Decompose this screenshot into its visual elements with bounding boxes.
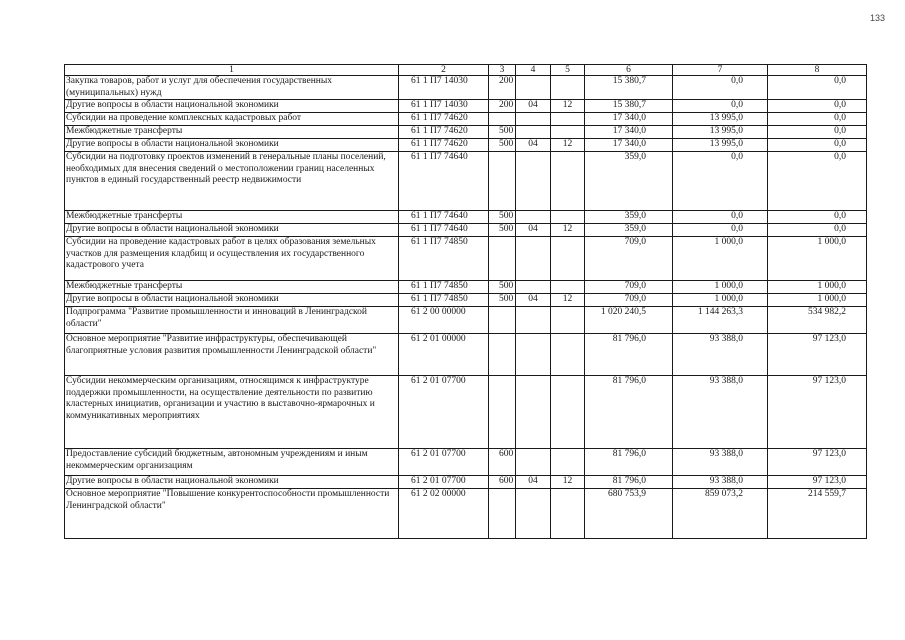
row-name-cell: Основное мероприятие "Повышение конкурентоспособности промышленности Ленинградской области" [65, 489, 399, 539]
row-name-cell: Другие вопросы в области национальной экономики [65, 100, 399, 113]
column-header: 3 [489, 65, 516, 76]
table-row [65, 449, 867, 476]
subsection-cell [551, 211, 585, 224]
section-cell [516, 449, 551, 476]
target-code-cell: 61 1 П7 74620 [399, 126, 489, 139]
amount-year1-cell: 17 340,0 [585, 139, 673, 152]
row-name-cell: Другие вопросы в области национальной экономики [65, 476, 399, 489]
expense-type-cell: 200 [489, 100, 516, 113]
amount-year2-cell: 93 388,0 [673, 449, 768, 476]
section-cell: 04 [516, 476, 551, 489]
expense-type-cell: 500 [489, 281, 516, 294]
target-code-cell: 61 1 П7 74620 [399, 139, 489, 152]
expense-type-cell: 500 [489, 224, 516, 237]
row-name-cell: Субсидии на проведение кадастровых работ в целях образования земельных участков для размещения кладбищ и осуществления их государственного кадастрового учета [65, 237, 399, 281]
section-cell: 04 [516, 294, 551, 307]
subsection-cell [551, 489, 585, 539]
row-name-cell: Субсидии на проведение комплексных кадастровых работ [65, 113, 399, 126]
subsection-cell: 12 [551, 100, 585, 113]
section-cell [516, 211, 551, 224]
subsection-cell: 12 [551, 139, 585, 152]
expense-type-cell: 500 [489, 211, 516, 224]
row-name-cell: Другие вопросы в области национальной экономики [65, 139, 399, 152]
table-row [65, 224, 867, 237]
target-code-cell: 61 1 П7 74850 [399, 237, 489, 281]
amount-year2-cell: 0,0 [673, 211, 768, 224]
table-row [65, 294, 867, 307]
target-code-cell: 61 1 П7 74850 [399, 294, 489, 307]
subsection-cell [551, 126, 585, 139]
section-cell: 04 [516, 224, 551, 237]
row-name-cell: Межбюджетные трансферты [65, 281, 399, 294]
amount-year3-cell: 97 123,0 [768, 476, 867, 489]
column-header: 2 [399, 65, 489, 76]
amount-year3-cell: 0,0 [768, 76, 867, 100]
target-code-cell: 61 1 П7 74640 [399, 224, 489, 237]
table-row [65, 139, 867, 152]
amount-year1-cell: 17 340,0 [585, 113, 673, 126]
amount-year1-cell: 359,0 [585, 211, 673, 224]
section-cell [516, 307, 551, 334]
section-cell [516, 376, 551, 449]
subsection-cell [551, 449, 585, 476]
section-cell: 04 [516, 100, 551, 113]
amount-year1-cell: 15 380,7 [585, 76, 673, 100]
section-cell: 04 [516, 139, 551, 152]
subsection-cell [551, 376, 585, 449]
column-header: 5 [551, 65, 585, 76]
amount-year1-cell: 709,0 [585, 294, 673, 307]
expense-type-cell [489, 152, 516, 211]
amount-year3-cell: 0,0 [768, 152, 867, 211]
amount-year2-cell: 0,0 [673, 224, 768, 237]
expense-type-cell [489, 489, 516, 539]
row-name-cell: Подпрограмма "Развитие промышленности и инноваций в Ленинградской области" [65, 307, 399, 334]
amount-year3-cell: 0,0 [768, 139, 867, 152]
amount-year2-cell: 1 000,0 [673, 281, 768, 294]
target-code-cell: 61 1 П7 74620 [399, 113, 489, 126]
target-code-cell: 61 2 02 00000 [399, 489, 489, 539]
amount-year2-cell: 1 000,0 [673, 237, 768, 281]
amount-year1-cell: 709,0 [585, 237, 673, 281]
table-row [65, 334, 867, 376]
amount-year3-cell: 214 559,7 [768, 489, 867, 539]
page-number: 133 [869, 13, 885, 23]
amount-year3-cell: 0,0 [768, 126, 867, 139]
expense-type-cell [489, 376, 516, 449]
subsection-cell [551, 307, 585, 334]
amount-year2-cell: 859 073,2 [673, 489, 768, 539]
subsection-cell: 12 [551, 224, 585, 237]
table-row [65, 211, 867, 224]
amount-year3-cell: 534 982,2 [768, 307, 867, 334]
section-cell [516, 334, 551, 376]
target-code-cell: 61 1 П7 74850 [399, 281, 489, 294]
amount-year2-cell: 93 388,0 [673, 476, 768, 489]
section-cell [516, 152, 551, 211]
section-cell [516, 113, 551, 126]
amount-year1-cell: 709,0 [585, 281, 673, 294]
expense-type-cell: 600 [489, 476, 516, 489]
table-row [65, 376, 867, 449]
table-row [65, 489, 867, 539]
row-name-cell: Другие вопросы в области национальной экономики [65, 294, 399, 307]
amount-year2-cell: 0,0 [673, 152, 768, 211]
table-row [65, 476, 867, 489]
amount-year2-cell: 1 000,0 [673, 294, 768, 307]
table-row [65, 281, 867, 294]
subsection-cell [551, 237, 585, 281]
amount-year2-cell: 13 995,0 [673, 126, 768, 139]
table-row [65, 152, 867, 211]
amount-year3-cell: 0,0 [768, 211, 867, 224]
column-header: 8 [768, 65, 867, 76]
target-code-cell: 61 2 01 07700 [399, 376, 489, 449]
amount-year3-cell: 1 000,0 [768, 281, 867, 294]
section-cell [516, 489, 551, 539]
target-code-cell: 61 2 00 00000 [399, 307, 489, 334]
amount-year3-cell: 1 000,0 [768, 294, 867, 307]
amount-year3-cell: 97 123,0 [768, 449, 867, 476]
subsection-cell [551, 113, 585, 126]
target-code-cell: 61 1 П7 74640 [399, 211, 489, 224]
target-code-cell: 61 2 01 07700 [399, 476, 489, 489]
expense-type-cell: 500 [489, 139, 516, 152]
amount-year2-cell: 1 144 263,3 [673, 307, 768, 334]
expense-type-cell: 500 [489, 126, 516, 139]
amount-year2-cell: 93 388,0 [673, 376, 768, 449]
column-header: 7 [673, 65, 768, 76]
amount-year1-cell: 81 796,0 [585, 476, 673, 489]
table-row [65, 76, 867, 100]
target-code-cell: 61 1 П7 14030 [399, 76, 489, 100]
amount-year2-cell: 0,0 [673, 76, 768, 100]
subsection-cell [551, 152, 585, 211]
row-name-cell: Основное мероприятие "Развитие инфраструктуры, обеспечивающей благоприятные условия развития промышленности Ленинградской области" [65, 334, 399, 376]
amount-year3-cell: 97 123,0 [768, 334, 867, 376]
row-name-cell: Субсидии на подготовку проектов изменений в генеральные планы поселений, необходимых для внесения сведений о местоположении границ населенных пунктов в единый государственный реестр недвижимости [65, 152, 399, 211]
subsection-cell: 12 [551, 476, 585, 489]
table-row [65, 113, 867, 126]
section-cell [516, 237, 551, 281]
subsection-cell: 12 [551, 294, 585, 307]
subsection-cell [551, 76, 585, 100]
expense-type-cell [489, 113, 516, 126]
amount-year1-cell: 81 796,0 [585, 334, 673, 376]
amount-year2-cell: 93 388,0 [673, 334, 768, 376]
target-code-cell: 61 1 П7 14030 [399, 100, 489, 113]
row-name-cell: Закупка товаров, работ и услуг для обеспечения государственных (муниципальных) нужд [65, 76, 399, 100]
section-cell [516, 76, 551, 100]
target-code-cell: 61 2 01 07700 [399, 449, 489, 476]
expense-type-cell: 200 [489, 76, 516, 100]
table-row [65, 100, 867, 113]
amount-year3-cell: 97 123,0 [768, 376, 867, 449]
expense-type-cell [489, 237, 516, 281]
amount-year1-cell: 359,0 [585, 152, 673, 211]
column-header: 4 [516, 65, 551, 76]
table-row [65, 237, 867, 281]
amount-year3-cell: 0,0 [768, 100, 867, 113]
section-cell [516, 126, 551, 139]
amount-year1-cell: 17 340,0 [585, 126, 673, 139]
amount-year2-cell: 13 995,0 [673, 113, 768, 126]
amount-year1-cell: 1 020 240,5 [585, 307, 673, 334]
expense-type-cell: 500 [489, 294, 516, 307]
expense-type-cell [489, 307, 516, 334]
row-name-cell: Межбюджетные трансферты [65, 126, 399, 139]
column-header: 6 [585, 65, 673, 76]
row-name-cell: Межбюджетные трансферты [65, 211, 399, 224]
column-header: 1 [65, 65, 399, 76]
row-name-cell: Предоставление субсидий бюджетным, автономным учреждениям и иным некоммерческим организациям [65, 449, 399, 476]
amount-year3-cell: 0,0 [768, 224, 867, 237]
expense-type-cell: 600 [489, 449, 516, 476]
expense-type-cell [489, 334, 516, 376]
amount-year2-cell: 0,0 [673, 100, 768, 113]
table-row [65, 307, 867, 334]
amount-year1-cell: 81 796,0 [585, 449, 673, 476]
row-name-cell: Другие вопросы в области национальной экономики [65, 224, 399, 237]
table-header-row [65, 65, 867, 76]
table-row [65, 126, 867, 139]
amount-year3-cell: 0,0 [768, 113, 867, 126]
target-code-cell: 61 1 П7 74640 [399, 152, 489, 211]
subsection-cell [551, 334, 585, 376]
amount-year1-cell: 680 753,9 [585, 489, 673, 539]
amount-year2-cell: 13 995,0 [673, 139, 768, 152]
amount-year1-cell: 15 380,7 [585, 100, 673, 113]
amount-year3-cell: 1 000,0 [768, 237, 867, 281]
budget-table [64, 64, 867, 539]
row-name-cell: Субсидии некоммерческим организациям, относящимся к инфраструктуре поддержки промышленности, на осуществление деятельности по развитию кластерных инициатив, организации и участию в выставочно-ярмарочных и коммуникативных мероприятиях [65, 376, 399, 449]
section-cell [516, 281, 551, 294]
amount-year1-cell: 359,0 [585, 224, 673, 237]
amount-year1-cell: 81 796,0 [585, 376, 673, 449]
target-code-cell: 61 2 01 00000 [399, 334, 489, 376]
subsection-cell [551, 281, 585, 294]
